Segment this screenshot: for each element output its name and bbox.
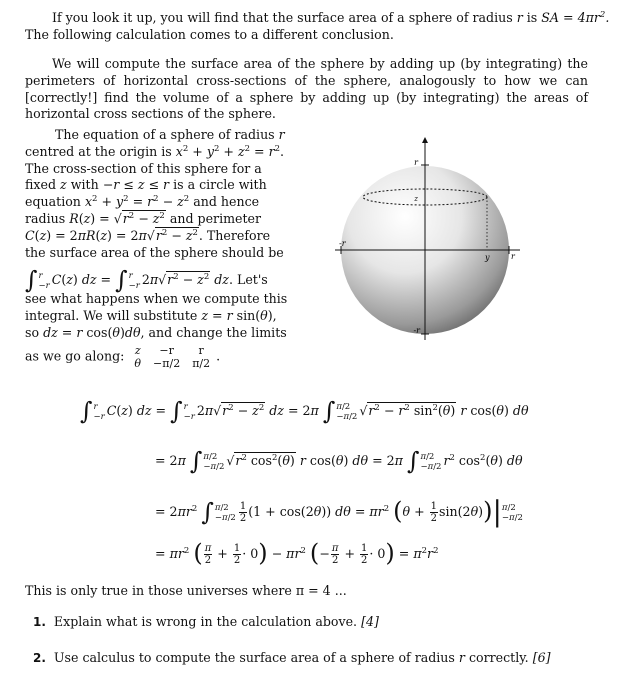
x-right-label: r <box>511 252 515 261</box>
limits-table: z −r r θ −π/2 π/2 <box>134 343 211 370</box>
z-plane-label: z <box>414 195 418 203</box>
calc-line-4: = $\pi r^2$ ( $\frac{\pi}{2}$ + $\frac{1}{2}$ · $0) - \pi r^2$ (− $\frac{\pi}{2}$ + $\frac{1}{2}$ · $0) = \pi^2r^2$ <box>155 539 439 567</box>
question-1-marks: [4] <box>361 614 379 629</box>
calc-line-3: = $2\pi r^2$ ∫ π/2 −π/2 $\frac{1}{2}$ (1 + cos(2θ)) $d\theta = \pi r^2$ (θ + $\frac{1}{2}$ sin(2θ))| π/2 −π/2 <box>155 495 523 528</box>
question-2-marks: [6] <box>532 650 551 665</box>
intro-line-1: If you look it up, you will find that the surface area of a sphere of radius r is SA = $4\pi r^2$. <box>52 10 610 25</box>
x-left-label: -r <box>339 239 346 248</box>
sphere-area-formula: SA = $4\pi r^2$. <box>541 10 610 25</box>
derivation-column: The equation of a sphere of radius r centred at the origin is $x^2 + y^2 + z^2 = r^2$. The cross-section of this sphere for a fixed z with −r ≤ z ≤ r is a circle with equation $x^2 + y^2 = r^2 - z^2$ and hence radius $R(z) = √r^2 - z^2$ and perimeter $C(z) = 2\pi R(z) = 2\pi√r^2 - z^2$. Therefore the surface area of the sphere should be ∫ r −r C(z) dz = ∫ r −r $2\pi√r^2 - z^2$ dz. Let's see what happens when we compute this integral. We will substitute z = r sin(θ), so dz = r cos(θ)dθ, and change the limits as we go along: z −r r θ −π/2 π/2 . <box>25 127 288 370</box>
z-top-label: r <box>414 158 418 167</box>
conclusion-text: This is only true in those universes where π = 4 ... <box>25 583 347 598</box>
question-2: 2. Use calculus to compute the surface area of a sphere of radius r correctly. [6] <box>33 650 551 665</box>
method-paragraph: We will compute the surface area of the sphere by adding up (by integrating) the perimeters of horizontal cross-sections of the sphere, analogously to how we can [correctly!] find the volume of a sphere by adding up (by integrating) the areas of horizontal cross sections of the sphere. <box>25 56 588 122</box>
calc-line-1: ∫ r −r C(z) dz = ∫ r −r $2\pi√r^2 - z^2$ dz = 2π ∫ π/2 −π/2 $√r^2 - r^2$ $\sin^2(\theta)$ r cos(θ) dθ <box>80 397 529 425</box>
question-1: 1. Explain what is wrong in the calculation above. [4] <box>33 614 379 629</box>
sphere-figure <box>330 135 530 340</box>
calc-line-2: = 2π ∫ π/2 −π/2 $√r^2$ $\cos^2(\theta)$ r cos(θ) dθ = 2π ∫ π/2 −π/2 $r^2$ $\cos^2(\theta)$ dθ <box>155 447 523 475</box>
z-bottom-label: -r <box>413 326 420 335</box>
intro-line-2: The following calculation comes to a different conclusion. <box>25 27 394 42</box>
y-label: y <box>485 253 490 262</box>
